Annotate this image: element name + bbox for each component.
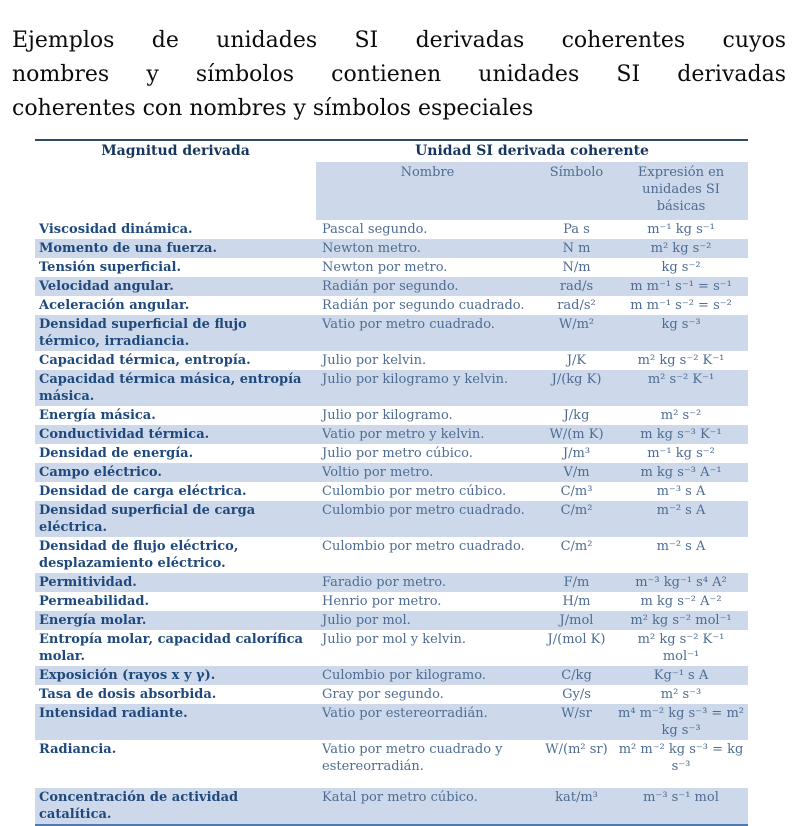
page-title-line-3: coherentes con nombres y símbolos especiales: [12, 96, 534, 121]
cell-magnitud: Conductividad térmica.: [35, 425, 316, 444]
table-row: [35, 239, 748, 258]
cell-expresion: m² s⁻³: [614, 685, 748, 704]
cell-simbolo: J/K: [539, 351, 614, 370]
table-row: [35, 351, 748, 370]
cell-expresion: m kg s⁻³ K⁻¹: [614, 425, 748, 444]
page-title: [12, 24, 786, 126]
cell-expresion: m m⁻¹ s⁻² = s⁻²: [614, 296, 748, 315]
table-row: [35, 666, 748, 685]
cell-expresion: m² kg s⁻² K⁻¹ mol⁻¹: [614, 630, 748, 666]
cell-magnitud: Momento de una fuerza.: [35, 239, 316, 258]
cell-simbolo: C/m²: [539, 501, 614, 537]
cell-magnitud: Aceleración angular.: [35, 296, 316, 315]
cell-nombre: Culombio por metro cúbico.: [316, 482, 539, 501]
cell-simbolo: F/m: [539, 573, 614, 592]
cell-magnitud: Densidad superficial de carga eléctrica.: [35, 501, 316, 537]
table-row: [35, 406, 748, 425]
cell-nombre: Katal por metro cúbico.: [316, 788, 539, 825]
cell-expresion: m⁻³ s A: [614, 482, 748, 501]
page-title-line-1: Ejemplos de unidades SI derivadas coherentes cuyos: [12, 28, 786, 53]
table-row: [35, 501, 748, 537]
cell-expresion: m² kg s⁻² mol⁻¹: [614, 611, 748, 630]
si-units-table: [35, 139, 748, 826]
cell-expresion: m⁴ m⁻² kg s⁻³ = m² kg s⁻³: [614, 704, 748, 740]
cell-simbolo: W/(m K): [539, 425, 614, 444]
table-row: [35, 685, 748, 704]
cell-simbolo: W/m²: [539, 315, 614, 351]
cell-nombre: Julio por kelvin.: [316, 351, 539, 370]
cell-simbolo: N/m: [539, 258, 614, 277]
table-row: [35, 482, 748, 501]
cell-simbolo: J/mol: [539, 611, 614, 630]
cell-expresion: m kg s⁻³ A⁻¹: [614, 463, 748, 482]
cell-nombre: Vatio por metro cuadrado y estereorradián.: [316, 740, 539, 776]
table-row: [35, 277, 748, 296]
cell-nombre: Vatio por estereorradián.: [316, 704, 539, 740]
cell-expresion: kg s⁻³: [614, 315, 748, 351]
cell-simbolo: rad/s²: [539, 296, 614, 315]
cell-expresion: m² m⁻² kg s⁻³ = kg s⁻³: [614, 740, 748, 776]
table-row: [35, 704, 748, 740]
cell-simbolo: C/m²: [539, 537, 614, 573]
column-header-unidad: Unidad SI derivada coherente: [316, 140, 748, 162]
cell-magnitud: Permitividad.: [35, 573, 316, 592]
cell-magnitud: Entropía molar, capacidad calorífica molar.: [35, 630, 316, 666]
cell-magnitud: Velocidad angular.: [35, 277, 316, 296]
cell-simbolo: V/m: [539, 463, 614, 482]
cell-expresion: m⁻¹ kg s⁻²: [614, 444, 748, 463]
cell-expresion: m⁻³ kg⁻¹ s⁴ A²: [614, 573, 748, 592]
spacer-row: [35, 776, 748, 788]
table-row: [35, 220, 748, 239]
cell-simbolo: J/kg: [539, 406, 614, 425]
cell-nombre: Vatio por metro cuadrado.: [316, 315, 539, 351]
cell-nombre: Julio por mol y kelvin.: [316, 630, 539, 666]
cell-expresion: kg s⁻²: [614, 258, 748, 277]
cell-nombre: Vatio por metro y kelvin.: [316, 425, 539, 444]
table-row: [35, 592, 748, 611]
cell-nombre: Faradio por metro.: [316, 573, 539, 592]
cell-expresion: m² s⁻²: [614, 406, 748, 425]
cell-magnitud: Concentración de actividad catalítica.: [35, 788, 316, 825]
cell-expresion: m m⁻¹ s⁻¹ = s⁻¹: [614, 277, 748, 296]
cell-simbolo: N m: [539, 239, 614, 258]
cell-nombre: Radián por segundo.: [316, 277, 539, 296]
cell-magnitud: Intensidad radiante.: [35, 704, 316, 740]
cell-magnitud: Campo eléctrico.: [35, 463, 316, 482]
cell-expresion: m² s⁻² K⁻¹: [614, 370, 748, 406]
cell-magnitud: Densidad de carga eléctrica.: [35, 482, 316, 501]
cell-nombre: Gray por segundo.: [316, 685, 539, 704]
cell-magnitud: Radiancia.: [35, 740, 316, 776]
cell-nombre: Julio por mol.: [316, 611, 539, 630]
cell-magnitud: Energía molar.: [35, 611, 316, 630]
cell-nombre: Voltio por metro.: [316, 463, 539, 482]
cell-expresion: m⁻² s A: [614, 537, 748, 573]
cell-nombre: Julio por kilogramo.: [316, 406, 539, 425]
column-subheader-simbolo: Símbolo: [539, 162, 614, 220]
table-body: [35, 220, 748, 825]
cell-magnitud: Tensión superficial.: [35, 258, 316, 277]
cell-nombre: Culombio por metro cuadrado.: [316, 537, 539, 573]
cell-simbolo: W/(m² sr): [539, 740, 614, 776]
cell-simbolo: Pa s: [539, 220, 614, 239]
table-row: [35, 315, 748, 351]
cell-expresion: Kg⁻¹ s A: [614, 666, 748, 685]
cell-magnitud: Exposición (rayos x y γ).: [35, 666, 316, 685]
table-row: [35, 370, 748, 406]
cell-magnitud: Capacidad térmica másica, entropía másica.: [35, 370, 316, 406]
cell-expresion: m⁻¹ kg s⁻¹: [614, 220, 748, 239]
cell-nombre: Culombio por metro cuadrado.: [316, 501, 539, 537]
table-row: [35, 788, 748, 825]
cell-nombre: Newton metro.: [316, 239, 539, 258]
cell-expresion: m² kg s⁻² K⁻¹: [614, 351, 748, 370]
cell-simbolo: J/(kg K): [539, 370, 614, 406]
table-row: [35, 444, 748, 463]
cell-simbolo: H/m: [539, 592, 614, 611]
cell-simbolo: J/(mol K): [539, 630, 614, 666]
cell-expresion: m kg s⁻² A⁻²: [614, 592, 748, 611]
table-row: [35, 296, 748, 315]
cell-simbolo: C/m³: [539, 482, 614, 501]
table-row: [35, 258, 748, 277]
cell-simbolo: rad/s: [539, 277, 614, 296]
cell-magnitud: Viscosidad dinámica.: [35, 220, 316, 239]
column-subheader-expresion: Expresión en unidades SI básicas: [614, 162, 748, 220]
cell-expresion: m² kg s⁻²: [614, 239, 748, 258]
cell-magnitud: Tasa de dosis absorbida.: [35, 685, 316, 704]
cell-simbolo: W/sr: [539, 704, 614, 740]
cell-nombre: Radián por segundo cuadrado.: [316, 296, 539, 315]
table-row: [35, 463, 748, 482]
cell-nombre: Julio por metro cúbico.: [316, 444, 539, 463]
table-row: [35, 425, 748, 444]
cell-magnitud: Capacidad térmica, entropía.: [35, 351, 316, 370]
table-row: [35, 630, 748, 666]
cell-magnitud: Densidad de energía.: [35, 444, 316, 463]
cell-nombre: Julio por kilogramo y kelvin.: [316, 370, 539, 406]
column-header-magnitud: Magnitud derivada: [35, 140, 316, 162]
cell-simbolo: C/kg: [539, 666, 614, 685]
table-row: [35, 611, 748, 630]
table-row: [35, 573, 748, 592]
page-title-line-2: nombres y símbolos contienen unidades SI derivadas: [12, 62, 786, 87]
cell-nombre: Culombio por kilogramo.: [316, 666, 539, 685]
cell-expresion: m⁻³ s⁻¹ mol: [614, 788, 748, 825]
spacer-cell: [35, 776, 748, 788]
cell-nombre: Henrio por metro.: [316, 592, 539, 611]
table-header-row: [35, 140, 748, 162]
cell-magnitud: Densidad de flujo eléctrico, desplazamiento eléctrico.: [35, 537, 316, 573]
subheader-blank-cell: [35, 162, 316, 220]
cell-simbolo: Gy/s: [539, 685, 614, 704]
table-row: [35, 537, 748, 573]
cell-simbolo: kat/m³: [539, 788, 614, 825]
table-row: [35, 740, 748, 776]
cell-nombre: Newton por metro.: [316, 258, 539, 277]
cell-magnitud: Permeabilidad.: [35, 592, 316, 611]
cell-nombre: Pascal segundo.: [316, 220, 539, 239]
cell-expresion: m⁻² s A: [614, 501, 748, 537]
table-subheader-row: [35, 162, 748, 220]
column-subheader-nombre: Nombre: [316, 162, 539, 220]
cell-simbolo: J/m³: [539, 444, 614, 463]
cell-magnitud: Energía másica.: [35, 406, 316, 425]
cell-magnitud: Densidad superficial de flujo térmico, irradiancia.: [35, 315, 316, 351]
